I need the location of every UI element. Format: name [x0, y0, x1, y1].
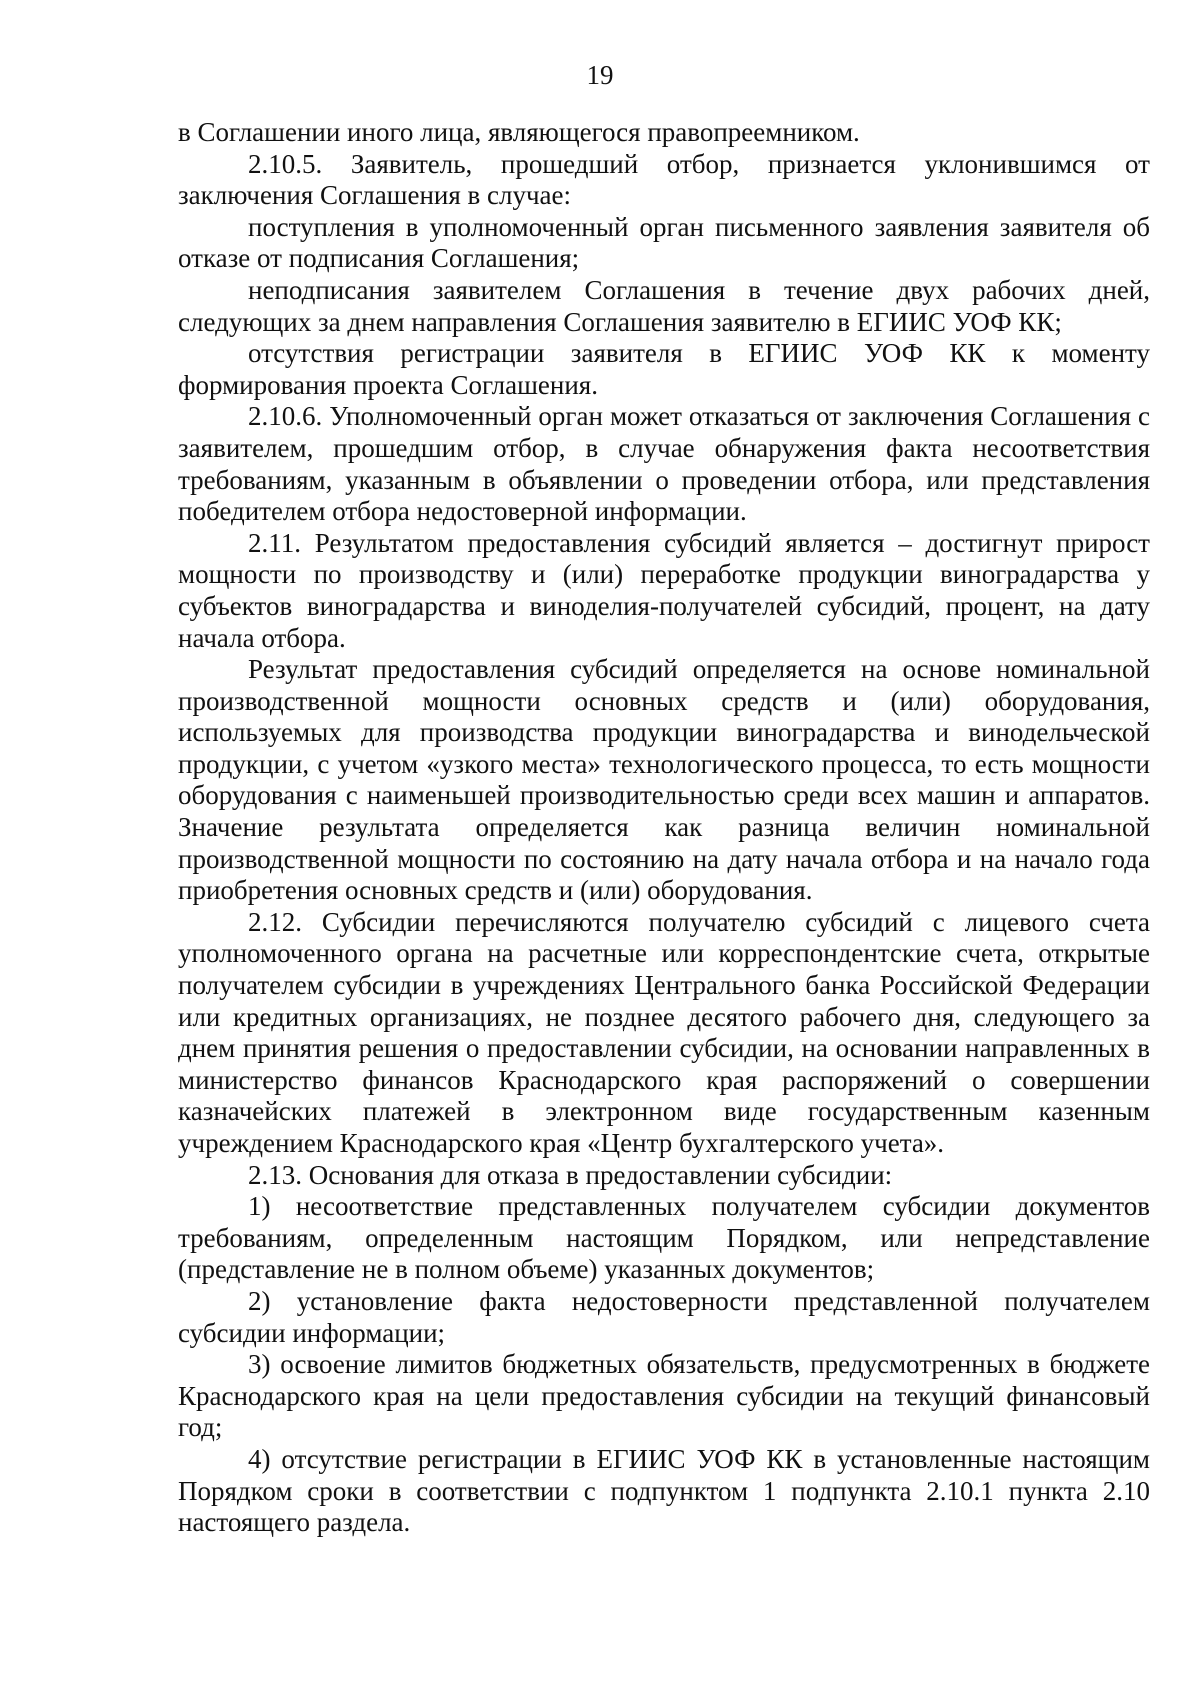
paragraph: 1) несоответствие представленных получателем субсидии документов требованиям, определенным настоящим Порядком, или непредставление (представление не в полном объеме) указанных документов; [178, 1191, 1150, 1285]
paragraph: 2.12. Субсидии перечисляются получателю субсидий с лицевого счета уполномоченного органа на расчетные или корреспондентские счета, открытые получателем субсидии в учреждениях Центрального банка Российской Федерации или кредитных организациях, не позднее десятого рабочего дня, следующего за днем принятия решения о предоставлении субсидии, на основании направленных в министерство финансов Краснодарского края распоряжений о совершении казначейских платежей в электронном виде государственным казенным учреждением Краснодарского края «Центр бухгалтерского учета». [178, 906, 1150, 1158]
paragraph: 4) отсутствие регистрации в ЕГИИС УОФ КК в установленные настоящим Порядком сроки в соответствии с подпунктом 1 подпункта 2.10.1 пункта 2.10 настоящего раздела. [178, 1443, 1150, 1538]
paragraph: неподписания заявителем Соглашения в течение двух рабочих дней, следующих за днем направления Соглашения заявителю в ЕГИИС УОФ КК; [178, 274, 1150, 337]
paragraph: в Соглашении иного лица, являющегося правопреемником. [178, 117, 860, 147]
paragraph: 2.13. Основания для отказа в предоставлении субсидии: [248, 1159, 893, 1190]
paragraph: 2.11. Результатом предоставления субсидий является – достигнут прирост мощности по производству и (или) переработке продукции виноградарства у субъектов виноградарства и виноделия-получателей субсидий, процент, на дату начала отбора. [178, 527, 1150, 653]
page-number: 19 [586, 60, 614, 90]
paragraph: отсутствия регистрации заявителя в ЕГИИС УОФ КК к моменту формирования проекта Соглашения. [178, 338, 1150, 400]
paragraph: Результат предоставления субсидий определяется на основе номинальной производственной мощности основных средств и (или) оборудования, используемых для производства продукции виноградарства и винодельческой продукции, с учетом «узкого места» технологического процесса, то есть мощности оборудования с наименьшей производительностью среди всех машин и аппаратов. Значение результата определяется как разница величин номинальной производственной мощности по состоянию на дату начала отбора и на начало года приобретения основных средств и (или) оборудования. [178, 654, 1150, 906]
paragraph: 2.10.6. Уполномоченный орган может отказаться от заключения Соглашения с заявителем, прошедшим отбор, в случае обнаружения факта несоответствия требованиям, указанным в объявлении о проведении отбора, или представления победителем отбора недостоверной информации. [178, 401, 1150, 527]
paragraph: 2) установление факта недостоверности представленной получателем субсидии информации; [178, 1285, 1150, 1348]
paragraph: 2.10.5. Заявитель, прошедший отбор, признается уклонившимся от заключения Соглашения в случае: [178, 148, 1150, 211]
paragraph: поступления в уполномоченный орган письменного заявления заявителя об отказе от подписания Соглашения; [178, 211, 1150, 274]
paragraph: 3) освоение лимитов бюджетных обязательств, предусмотренных в бюджете Краснодарского края на цели предоставления субсидии на текущий финансовый год; [178, 1349, 1150, 1443]
document-body [178, 117, 1150, 1539]
